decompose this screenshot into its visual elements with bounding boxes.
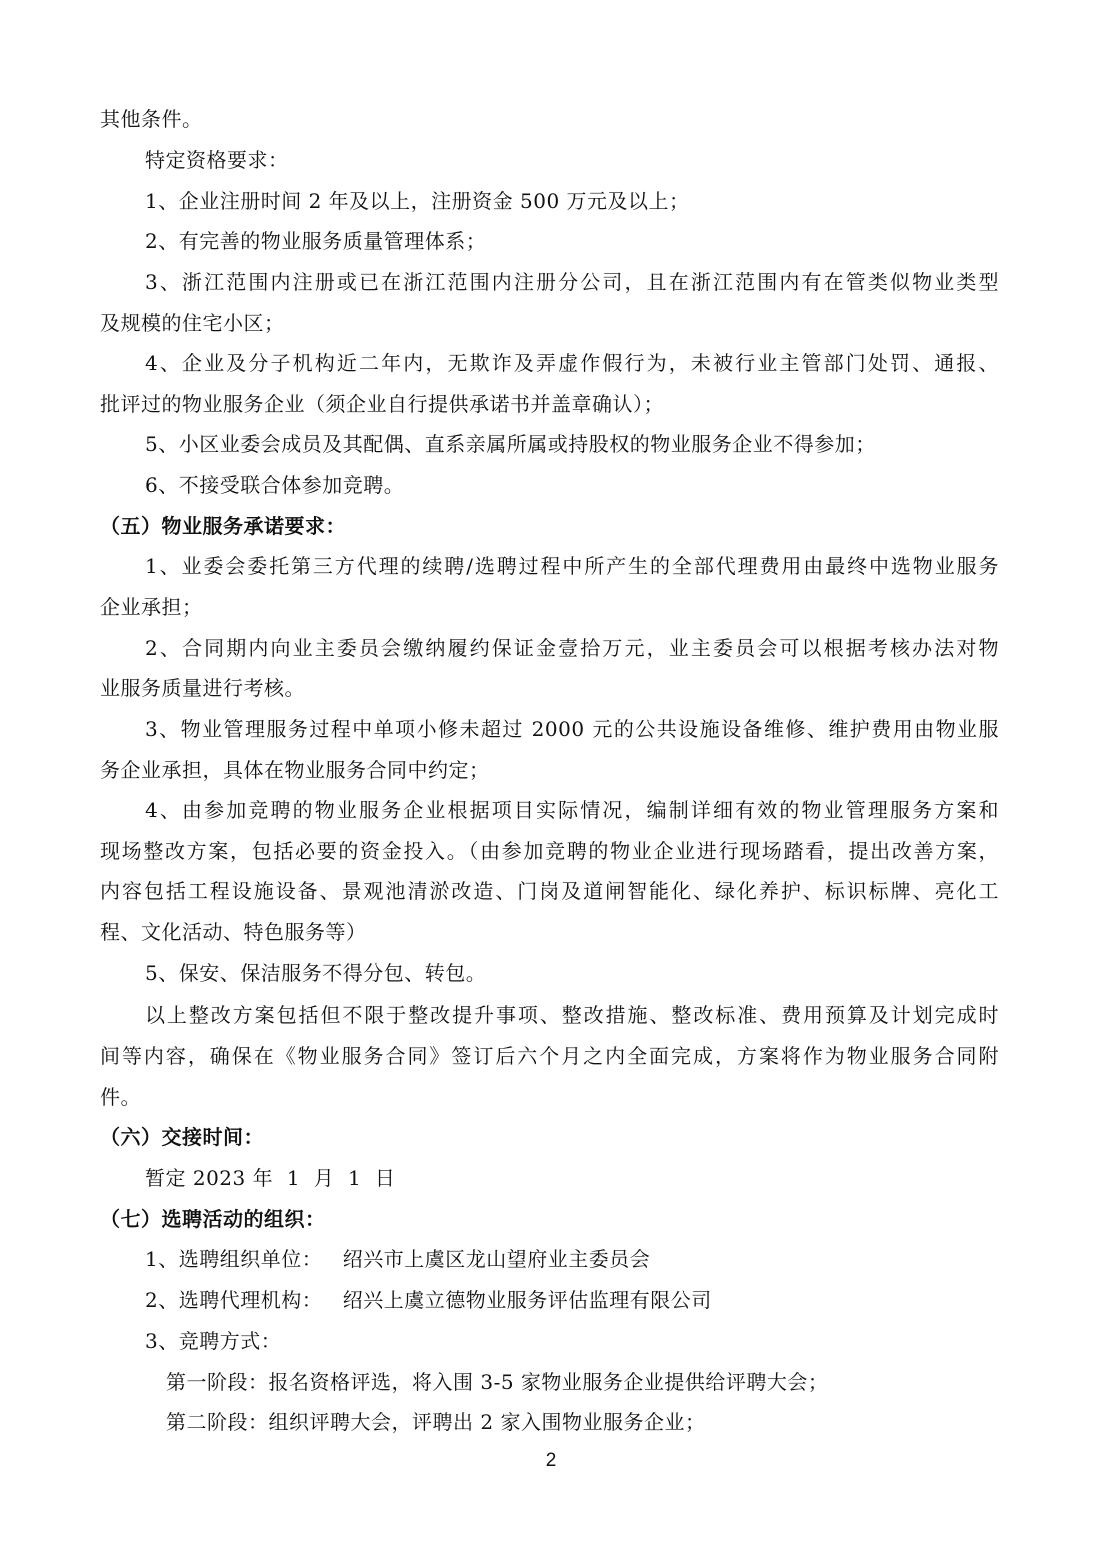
text-line: 第二阶段：组织评聘大会，评聘出 2 家入围物业服务企业；: [166, 1410, 706, 1434]
text-line: 特定资格要求：: [145, 148, 289, 172]
text-line: 间等内容，确保在《物业服务合同》签订后六个月之内全面完成，方案将作为物业服务合同附: [100, 1044, 999, 1068]
text-line: 暂定 2023 年 1 月 1 日: [145, 1166, 396, 1190]
text-line: 件。: [100, 1085, 141, 1109]
text-line: 程、文化活动、特色服务等）: [100, 920, 367, 944]
text-line: 1、企业注册时间 2 年及以上，注册资金 500 万元及以上；: [145, 189, 690, 213]
text-line: 6、不接受联合体参加竞聘。: [145, 473, 405, 497]
section-heading: （五）物业服务承诺要求：: [100, 514, 346, 538]
text-line: 第一阶段：报名资格评选，将入围 3-5 家物业服务企业提供给评聘大会；: [166, 1370, 829, 1394]
text-line: 批评过的物业服务企业（须企业自行提供承诺书并盖章确认）；: [100, 392, 664, 416]
text-line: 2、有完善的物业服务质量管理体系；: [145, 229, 487, 253]
text-line: 业服务质量进行考核。: [100, 676, 305, 700]
text-line: 其他条件。: [100, 107, 203, 131]
text-line: 3、竞聘方式：: [145, 1329, 282, 1353]
section-heading: （六）交接时间：: [100, 1125, 264, 1149]
text-line: 及规模的住宅小区；: [100, 311, 285, 335]
text-line: 3、物业管理服务过程中单项小修未超过 2000 元的公共设施设备维修、维护费用由物业服: [145, 717, 999, 741]
text-line: 1、业委会委托第三方代理的续聘/选聘过程中所产生的全部代理费用由最终中选物业服务: [145, 554, 999, 578]
text-line: 3、浙江范围内注册或已在浙江范围内注册分公司，且在浙江范围内有在管类似物业类型: [145, 270, 999, 294]
text-line: 4、由参加竞聘的物业服务企业根据项目实际情况，编制详细有效的物业管理服务方案和: [145, 798, 999, 822]
text-line: 1、选聘组织单位： 绍兴市上虞区龙山望府业主委员会: [145, 1247, 651, 1271]
text-line: 现场整改方案，包括必要的资金投入。（由参加竞聘的物业企业进行现场踏看，提出改善方案，: [100, 839, 999, 863]
text-line: 企业承担；: [100, 595, 203, 619]
text-line: 2、选聘代理机构： 绍兴上虞立德物业服务评估监理有限公司: [145, 1288, 712, 1312]
text-line: 4、企业及分子机构近二年内，无欺诈及弄虚作假行为，未被行业主管部门处罚、通报、: [145, 351, 999, 375]
text-line: 务企业承担，具体在物业服务合同中约定；: [100, 758, 490, 782]
page-number: 2: [545, 1450, 557, 1471]
text-line: 5、小区业委会成员及其配偶、直系亲属所属或持股权的物业服务企业不得参加；: [145, 432, 876, 456]
text-line: 以上整改方案包括但不限于整改提升事项、整改措施、整改标准、费用预算及计划完成时: [145, 1003, 999, 1027]
text-line: 2、合同期内向业主委员会缴纳履约保证金壹拾万元，业主委员会可以根据考核办法对物: [145, 636, 999, 660]
section-heading: （七）选聘活动的组织：: [100, 1207, 326, 1231]
text-line: 内容包括工程设施设备、景观池清淤改造、门岗及道闸智能化、绿化养护、标识标牌、亮化工: [100, 879, 999, 903]
text-line: 5、保安、保洁服务不得分包、转包。: [145, 961, 487, 985]
